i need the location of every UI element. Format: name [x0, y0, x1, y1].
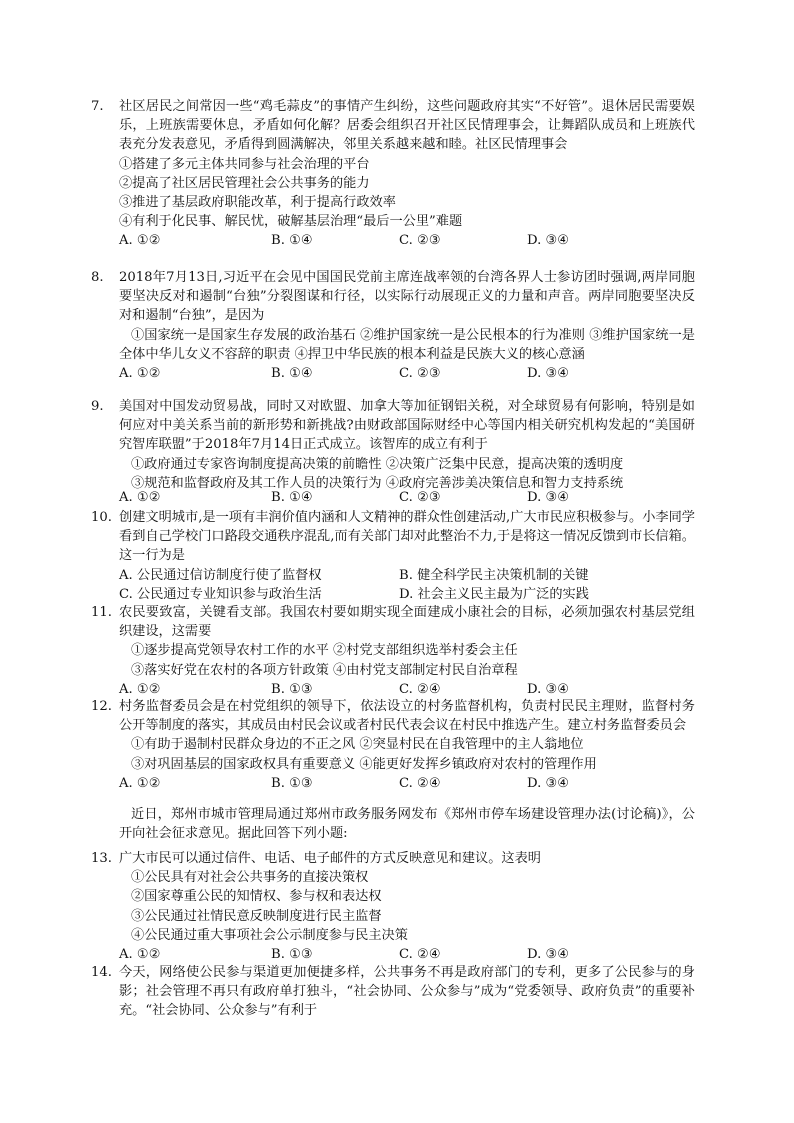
choice-c: C. ②③ [399, 366, 441, 382]
choice-c: C. ②③ [399, 490, 441, 505]
question-number: 11. [91, 605, 112, 620]
answer-choices [119, 231, 695, 250]
option: ①有助于遏制村民群众身边的不正之风 ②突显村民在自我管理中的主人翁地位 [131, 737, 584, 753]
choice-d: D. 社会主义民主最为广泛的实践 [399, 586, 589, 602]
answer-choices [119, 566, 695, 585]
question-stem: 村务监督委员会是在村党组织的领导下，依法设立的村务监督机构，负责村民民主理财，监督村务公开等制度的落实，其成员由村民会议或者村民代表会议在村民中推选产生。建立村务监督委员会 [119, 699, 695, 734]
option: ①逐步提高党领导农村工作的水平 ②村党支部组织选举村委会主任 [131, 643, 518, 659]
choice-a: A. ①② [119, 490, 161, 505]
choice-d: D. ③④ [527, 947, 570, 963]
choice-a: A. ①② [119, 775, 161, 791]
question-number: 8. [91, 270, 104, 285]
question-12 [91, 697, 695, 793]
question-stem: 2018年7月13日,习近平在会见中国国民党前主席连战率领的台湾各界人士参访团时强调,两岸同胞要坚决反对和遏制“台独”分裂图谋和行径，以实际行动展现正义的力量和声音。两岸同胞要坚决反对和遏制“台独”，是因为 [119, 270, 695, 324]
choice-a: A. ①② [119, 233, 161, 249]
option: ④公民通过重大事项社会公示制度参与民主决策 [131, 927, 408, 943]
choice-a: A. ①② [119, 947, 161, 963]
choice-d: D. ③④ [527, 681, 570, 697]
choice-b: B. ①③ [271, 947, 313, 963]
option: ①公民具有对社会公共事务的直接决策权 [131, 870, 369, 886]
question-7 [91, 97, 695, 251]
question-number: 9. [91, 399, 104, 414]
choice-c: C. ②④ [399, 681, 441, 697]
choice-b: B. ①③ [271, 681, 313, 697]
question-10 [91, 508, 695, 604]
question-9 [91, 397, 695, 491]
choice-a: A. ①② [119, 681, 161, 697]
answer-choices [119, 364, 695, 383]
option: ③公民通过社情民意反映制度进行民主监督 [131, 908, 382, 924]
choice-b: B. 健全科学民主决策机制的关键 [399, 567, 589, 583]
question-number: 13. [91, 851, 112, 866]
choice-d: D. ③④ [527, 366, 570, 382]
answer-choices [119, 945, 695, 964]
option: ④有利于化民事、解民忧，破解基层治理“最后一公里”难题 [119, 214, 463, 230]
choice-a: A. 公民通过信访制度行使了监督权 [119, 567, 322, 583]
option: ①政府通过专家咨询制度提高决策的前瞻性 ②决策广泛集中民意，提高决策的透明度 [131, 456, 624, 472]
question-number: 12. [91, 699, 112, 714]
passage-intro: 近日，郑州市城市管理局通过郑州市政务服务网发布《郑州市停车场建设管理办法(讨论稿)》，公开向社会征求意见。据此回答下列小题: [119, 807, 695, 842]
question-stem: 美国对中国发动贸易战，同时又对欧盟、加拿大等加征钢铝关税，对全球贸易有何影响，特别是如何应对中美关系当前的新形势和新挑战?由财政部国际财经中心等国内相关研究机构发起的“美国研究智库联盟”于2018年7月14日正式成立。该智库的成立有利于 [119, 399, 695, 453]
choice-d: D. ③④ [527, 233, 570, 249]
question-11 [91, 603, 695, 699]
answer-choices [119, 488, 695, 507]
choice-a: A. ①② [119, 366, 161, 382]
question-stem: 社区居民之间常因一些“鸡毛蒜皮”的事情产生纠纷，这些问题政府其实“不好管”。退休居民需要娱乐，上班族需要休息，矛盾如何化解？居委会组织召开社区民情理事会，让舞蹈队成员和上班族代表充分发表意见，矛盾得到圆满解决，邻里关系越来越和睦。社区民情理事会 [119, 99, 695, 153]
option: ①搭建了多元主体共同参与社会治理的平台 [119, 156, 370, 172]
choice-c: C. ②④ [399, 775, 441, 791]
question-stem: 农民要致富，关键看支部。我国农村要如期实现全面建成小康社会的目标，必须加强农村基层党组织建设，这需要 [119, 605, 695, 640]
option: ②国家尊重公民的知情权、参与权和表达权 [131, 889, 382, 905]
choice-d: D. ③④ [527, 775, 570, 791]
question-stem: 创建文明城市,是一项有丰润价值内涵和人文精神的群众性创建活动,广大市民应积极参与。小李同学看到自己学校门口路段交通秩序混乱,而有关部门却对此整治不力,于是将这一情况反馈到市长信箱。这一行为是 [119, 510, 695, 564]
question-stem: 广大市民可以通过信件、电话、电子邮件的方式反映意见和建议。这表明 [119, 851, 541, 866]
option: ③对巩固基层的国家政权具有重要意义 ④能更好发挥乡镇政府对农村的管理作用 [131, 756, 597, 772]
option: ②提高了社区居民管理社会公共事务的能力 [119, 175, 370, 191]
choice-b: B. ①③ [271, 775, 313, 791]
choice-b: B. ①④ [271, 366, 313, 382]
question-14 [91, 963, 695, 1021]
answer-choices [119, 774, 695, 793]
choice-c: C. ②③ [399, 233, 441, 249]
option: ③推进了基层政府职能改革，利于提高行政效率 [119, 195, 396, 211]
choice-b: B. ①④ [271, 490, 313, 505]
question-9-choices [91, 488, 695, 507]
question-number: 14. [91, 965, 112, 980]
question-8 [91, 268, 695, 383]
options-paragraph: ①国家统一是国家生存发展的政治基石 ②维护国家统一是公民根本的行为准则 ③维护国家统一是全体中华儿女义不容辞的职责 ④捍卫中华民族的根本利益是民族大义的核心意涵 [119, 327, 695, 362]
question-stem: 今天，网络使公民参与渠道更加便捷多样，公共事务不再是政府部门的专利，更多了公民参与的身影；社会管理不再只有政府单打独斗，“社会协同、公众参与”成为“党委领导、政府负责”的重要补充。“社会协同、公众参与”有利于 [119, 965, 695, 1019]
choice-d: D. ③④ [527, 490, 570, 505]
choice-c: C. 公民通过专业知识参与政治生活 [119, 586, 322, 602]
option: ③落实好党在农村的各项方针政策 ④由村党支部制定村民自治章程 [131, 662, 518, 678]
question-number: 7. [91, 99, 104, 114]
option: ③规范和监督政府及其工作人员的决策行为 ④政府完善涉美决策信息和智力支持系统 [131, 475, 624, 491]
question-13 [91, 849, 695, 964]
question-number: 10. [91, 510, 112, 525]
choice-c: C. ②④ [399, 947, 441, 963]
choice-b: B. ①④ [271, 233, 313, 249]
